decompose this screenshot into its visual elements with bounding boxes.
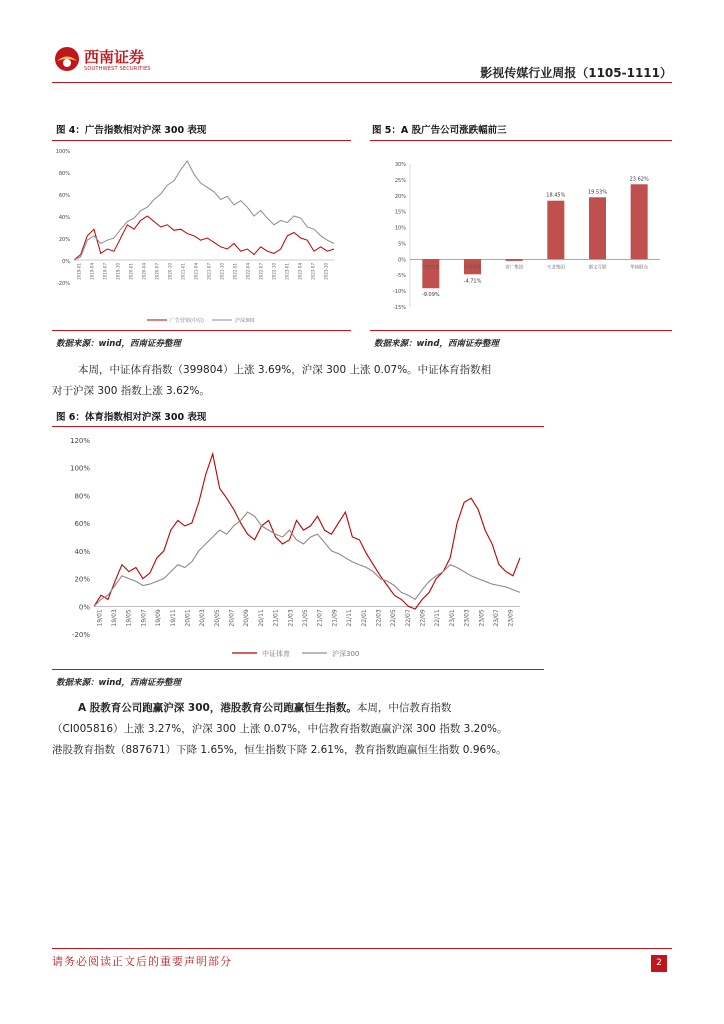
bar [547,201,564,260]
x-tick-label: 20/11 [257,609,265,627]
x-tick-label: 23/01 [448,609,456,627]
category-label: 中视传媒 [463,265,482,271]
x-tick-label: 23/09 [507,609,515,627]
x-tick-label: 2022-07 [258,263,264,280]
x-tick-label: 23/03 [463,609,471,627]
figure5-top-rule [370,140,672,141]
y-tick-label: 0% [62,259,70,265]
x-tick-label: 2022-01 [232,263,238,280]
y-tick-label: -10% [393,289,406,296]
y-tick-label: 100% [55,149,70,155]
paragraph2-line1-rest: 本周，中信教育指数 [356,702,452,714]
x-tick-label: 2019-04 [89,263,95,280]
bar [506,259,523,261]
legend-label-2: 沪深300 [235,318,255,324]
x-tick-label: 20/01 [184,609,192,627]
category-label: 华扬联众 [630,265,649,271]
report-title: 影视传媒行业周报（1105-1111） [480,66,672,80]
bar [631,184,648,259]
x-tick-label: 21/11 [346,609,354,627]
x-tick-label: 21/03 [287,609,295,627]
x-tick-label: 2021-10 [219,263,225,280]
footer-divider [52,948,672,949]
category-label: 浙文互联 [588,265,607,271]
figure6-bottom-rule [52,669,544,670]
y-tick-label: 100% [69,464,90,473]
x-tick-label: 22/07 [404,609,412,627]
header-divider [52,82,672,83]
figure4-title: 图 4：广告指数相对沪深 300 表现 [56,125,207,136]
x-tick-label: 2023-04 [297,263,303,280]
figure6-title: 图 6：体育指数相对沪深 300 表现 [56,412,207,423]
x-tick-label: 19/09 [155,609,163,627]
y-tick-label: -20% [71,631,90,639]
x-tick-label: 2021-01 [180,263,186,280]
bar-value-label: 18.45% [546,192,566,199]
x-tick-label: 22/11 [434,609,442,627]
x-tick-label: 2023-10 [323,263,329,280]
figure4-top-rule [52,140,351,141]
category-label: *ST天龙 [422,265,440,271]
bar-value-label: -4.71% [463,278,482,285]
category-label: 省广集团 [505,265,524,271]
x-tick-label: 20/03 [199,609,207,627]
x-tick-label: 2019-10 [115,263,121,280]
y-tick-label: 40% [58,215,70,221]
y-tick-label: 80% [58,171,70,177]
x-tick-label: 19/03 [111,609,119,627]
x-tick-label: 2019-01 [76,263,82,280]
y-tick-label: 0% [398,257,406,264]
x-tick-label: 2020-01 [128,263,134,280]
figure5-source: 数据来源：wind，西南证券整理 [374,339,499,349]
paragraph1-line2: 对于沪深 300 指数上涨 3.62%。 [52,385,210,397]
y-tick-label: 80% [74,492,90,501]
company-name-cn: 西南证券 [84,48,145,66]
series-line-2 [74,161,334,260]
y-tick-label: 30% [394,162,406,168]
x-tick-label: 20/07 [228,609,236,627]
y-tick-label: 5% [398,241,406,248]
y-tick-label: 25% [394,177,406,184]
x-tick-label: 21/09 [331,609,339,627]
x-tick-label: 2020-10 [167,263,173,280]
y-tick-label: -5% [396,273,406,280]
x-tick-label: 21/05 [302,609,309,627]
x-tick-label: 20/05 [213,609,221,627]
logo-emblem-icon [54,46,80,72]
figure5-chart [370,142,672,328]
x-tick-label: 2021-07 [206,263,212,280]
x-tick-label: 22/03 [375,609,383,627]
bar-value-label: 23.62% [629,176,649,183]
paragraph2-line2: （CI005816）上涨 3.27%，沪深 300 上涨 0.07%，中信教育指数跑赢沪深 300 指数 3.20%。 [52,723,508,735]
legend-label-1: 中证体育 [262,650,290,658]
x-tick-label: 22/09 [419,609,427,627]
y-tick-label: -20% [57,281,70,287]
figure5-bottom-rule [370,330,672,331]
company-name-en: SOUTHWEST SECURITIES [84,66,151,72]
x-tick-label: 2021-04 [193,263,199,280]
x-tick-label: 2022-04 [245,263,251,280]
bar [589,197,606,259]
x-tick-label: 19/11 [169,609,177,627]
y-tick-label: 20% [58,237,70,243]
x-tick-label: 22/01 [360,609,368,627]
bar-value-label: 19.53% [587,189,608,196]
y-tick-label: 120% [69,437,90,445]
company-logo [54,44,154,78]
y-tick-label: 60% [74,520,90,529]
paragraph2-bold-lead: A 股教育公司跑赢沪深 300，港股教育公司跑赢恒生指数。 [78,702,357,714]
x-tick-label: 2023-07 [310,263,316,280]
x-tick-label: 19/07 [140,609,148,627]
paragraph1-line1: 本周，中证体育指数（399804）上涨 3.69%，沪深 300 上涨 0.07%。中证体育指数相 [78,364,492,376]
x-tick-label: 2022-10 [271,263,277,280]
x-tick-label: 19/01 [96,609,104,627]
x-tick-label: 2020-04 [141,263,147,280]
paragraph2-line1 [78,698,451,719]
series-line-1 [94,454,520,609]
figure4-source: 数据来源：wind，西南证券整理 [56,339,181,349]
figure6-top-rule [52,426,544,427]
x-tick-label: 23/07 [492,609,500,627]
paragraph2-line3: 港股教育指数（887671）下降 1.65%，恒生指数下降 2.61%，教育指数跑赢恒生指数 0.96%。 [52,744,507,756]
x-tick-label: 2023-01 [284,263,290,280]
bar-value-label: -9.09% [421,292,440,299]
y-tick-label: 0% [78,603,90,612]
bar [422,259,439,288]
figure6-source: 数据来源：wind，西南证券整理 [56,678,181,688]
category-label: 天龙集团 [546,265,565,271]
x-tick-label: 21/01 [272,609,280,627]
x-tick-label: 20/09 [243,609,251,627]
y-tick-label: -15% [393,305,406,311]
figure4-bottom-rule [52,330,351,331]
figure5-title: 图 5：A 股广告公司涨跌幅前三 [372,125,507,136]
footer-disclaimer: 请务必阅读正文后的重要声明部分 [52,955,232,968]
y-tick-label: 40% [74,547,90,556]
y-tick-label: 15% [394,209,406,216]
x-tick-label: 22/05 [390,609,398,627]
x-tick-label: 19/05 [125,609,133,627]
x-tick-label: 2020-07 [154,263,160,280]
x-tick-label: 23/05 [478,609,486,627]
y-tick-label: 60% [58,193,70,199]
figure4-chart [52,142,351,328]
y-tick-label: 20% [74,575,90,584]
y-tick-label: 20% [394,193,406,200]
x-tick-label: 2019-07 [102,263,108,280]
legend-label-1: 广告营销(中信) [170,318,204,324]
x-tick-label: 21/07 [316,609,324,627]
figure6-chart [52,428,544,668]
y-tick-label: 10% [394,225,406,232]
page-number: 2 [651,955,667,972]
legend-label-2: 沪深300 [332,650,360,658]
